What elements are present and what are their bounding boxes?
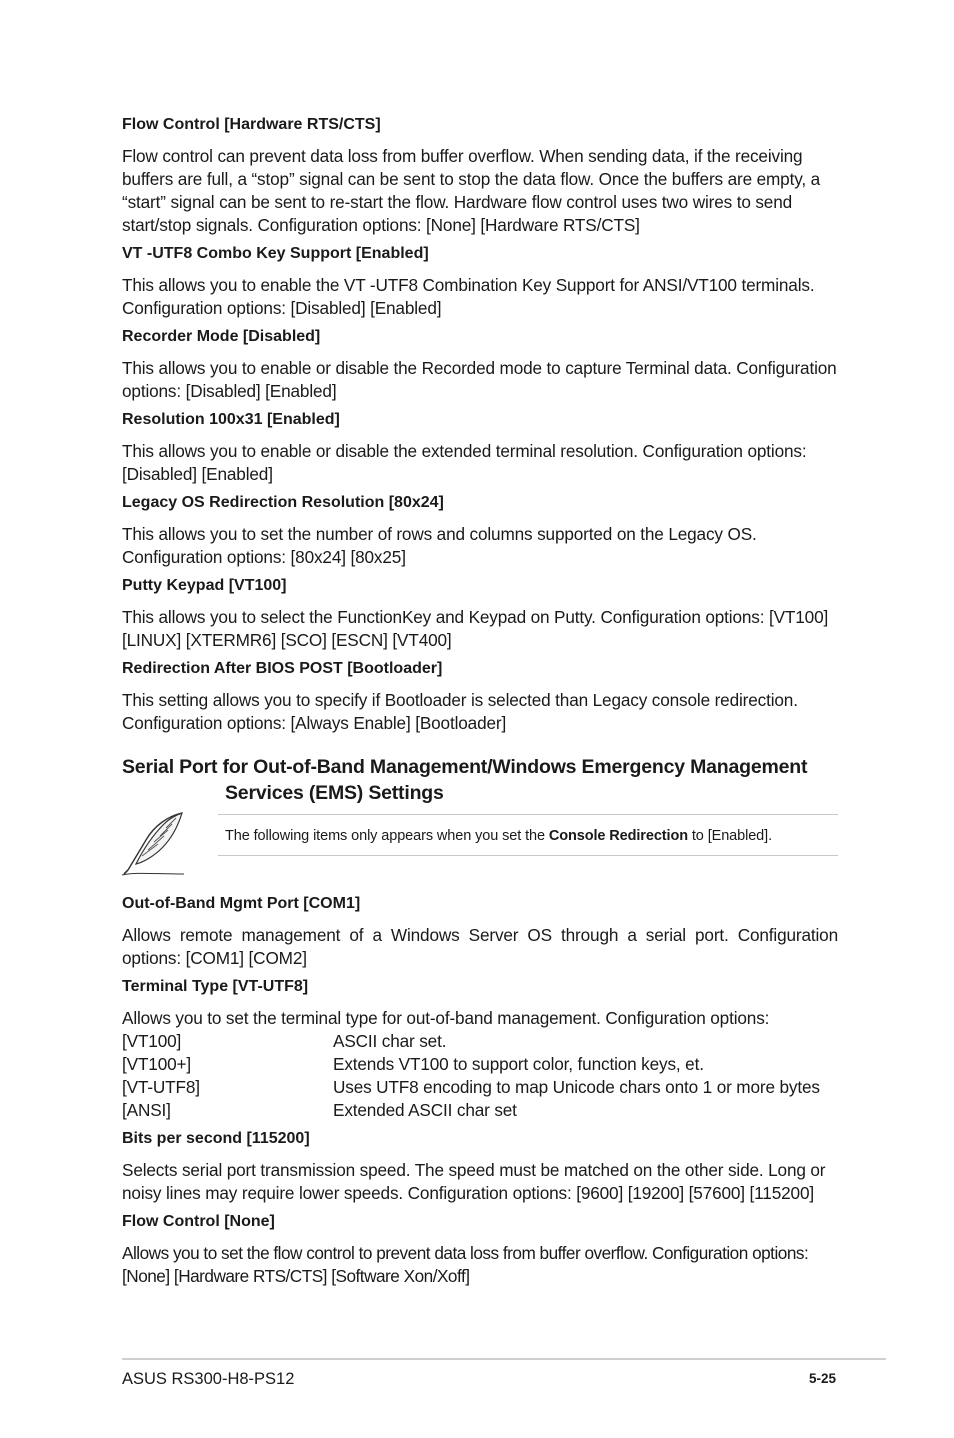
item-body-redirection-after-post: This setting allows you to specify if Bootloader is selected than Legacy console redirection. Configuration options: [Always Enable] [Bootloader]: [122, 690, 798, 733]
lower-items: [122, 894, 838, 1288]
section-title-line2: Services (EMS) Settings: [225, 781, 444, 804]
note-text: [225, 827, 772, 845]
item-body-resolution: This allows you to enable or disable the extended terminal resolution. Configuration options: [Disabled] [Enabled]: [122, 441, 807, 484]
section-title-line1: Serial Port for Out-of-Band Management/Windows Emergency Management: [122, 756, 808, 778]
section-heading-serial-port-ems: [122, 755, 842, 806]
terminal-options-table: [122, 1030, 820, 1122]
option-key: [VT100]: [122, 1031, 182, 1051]
item-body-flow-control-rts: Flow control can prevent data loss from buffer overflow. When sending data, if the receiving buffers are full, a “stop” signal can be sent to stop the data flow. Once the buffers are empty, a “start” signal can be sent to re-start the flow. Hardware flow control uses two wires to send start/stop signals. Configuration options: [None] [Hardware RTS/CTS]: [122, 146, 821, 235]
item-heading-vt-utf8-combo: VT -UTF8 Combo Key Support [Enabled]: [122, 245, 429, 262]
footer-product-name: ASUS RS300-H8-PS12: [122, 1370, 295, 1388]
option-key: [VT100+]: [122, 1054, 192, 1074]
item-heading-oob-port: Out-of-Band Mgmt Port [COM1]: [122, 895, 361, 912]
note-text-after: to [Enabled].: [687, 828, 773, 844]
item-body-terminal-intro: Allows you to set the terminal type for out-of-band management. Configuration options:: [122, 1008, 770, 1028]
item-body-legacy-os: This allows you to set the number of rows and columns supported on the Legacy OS. Configuration options: [80x24] [80x25]: [122, 524, 757, 567]
item-heading-flow-control-none: Flow Control [None]: [122, 1213, 275, 1230]
item-body-vt-utf8-combo: This allows you to enable the VT -UTF8 Combination Key Support for ANSI/VT100 terminals. Configuration options: [Disabled] [Enabled]: [122, 275, 815, 318]
option-desc: ASCII char set.: [333, 1031, 447, 1051]
item-body-putty-keypad: This allows you to select the FunctionKey and Keypad on Putty. Configuration options: [VT100] [LINUX] [XTERMR6] [SCO] [ESCN] [VT400]: [122, 607, 829, 650]
item-heading-terminal-type: Terminal Type [VT-UTF8]: [122, 978, 309, 995]
item-heading-flow-control-rts: Flow Control [Hardware RTS/CTS]: [122, 116, 381, 133]
item-heading-recorder-mode: Recorder Mode [Disabled]: [122, 328, 321, 345]
item-body-recorder-mode: This allows you to enable or disable the Recorded mode to capture Terminal data. Configuration options: [Disabled] [Enabled]: [122, 358, 837, 401]
item-heading-resolution: Resolution 100x31 [Enabled]: [122, 411, 340, 428]
table-row: [122, 1076, 820, 1099]
option-desc: Uses UTF8 encoding to map Unicode chars onto 1 or more bytes: [333, 1077, 820, 1097]
item-heading-putty-keypad: Putty Keypad [VT100]: [122, 577, 287, 594]
feather-pen-icon: [120, 808, 190, 878]
option-desc: Extends VT100 to support color, function keys, et.: [333, 1054, 704, 1074]
item-heading-redirection-after-post: Redirection After BIOS POST [Bootloader]: [122, 660, 443, 677]
item-heading-legacy-os: Legacy OS Redirection Resolution [80x24]: [122, 494, 444, 511]
option-desc: Extended ASCII char set: [333, 1100, 517, 1120]
note-box: [218, 814, 838, 856]
table-row: [122, 1099, 820, 1122]
option-key: [ANSI]: [122, 1100, 171, 1120]
note-text-before: The following items only appears when you set the: [225, 828, 549, 844]
item-body-flow-control-none: Allows you to set the flow control to prevent data loss from buffer overflow. Configuration options: [None] [Hardware RTS/CTS] [Software Xon/Xoff]: [122, 1243, 809, 1286]
note-text-bold: Console Redirection: [548, 828, 688, 844]
option-key: [VT-UTF8]: [122, 1077, 200, 1097]
item-heading-bits-per-second: Bits per second [115200]: [122, 1130, 310, 1147]
footer-divider: [122, 1358, 886, 1360]
item-body-oob-port: Allows remote management of a Windows Server OS through a serial port. Configuration options: [COM1] [COM2]: [122, 925, 838, 968]
item-body-bits-per-second: Selects serial port transmission speed. The speed must be matched on the other side. Long or noisy lines may require lower speeds. Configuration options: [9600] [19200] [57600] [115200]: [122, 1160, 826, 1203]
table-row: [122, 1030, 820, 1053]
footer-page-number: 5-25: [808, 1371, 836, 1386]
table-row: [122, 1053, 820, 1076]
top-items: [122, 115, 838, 735]
